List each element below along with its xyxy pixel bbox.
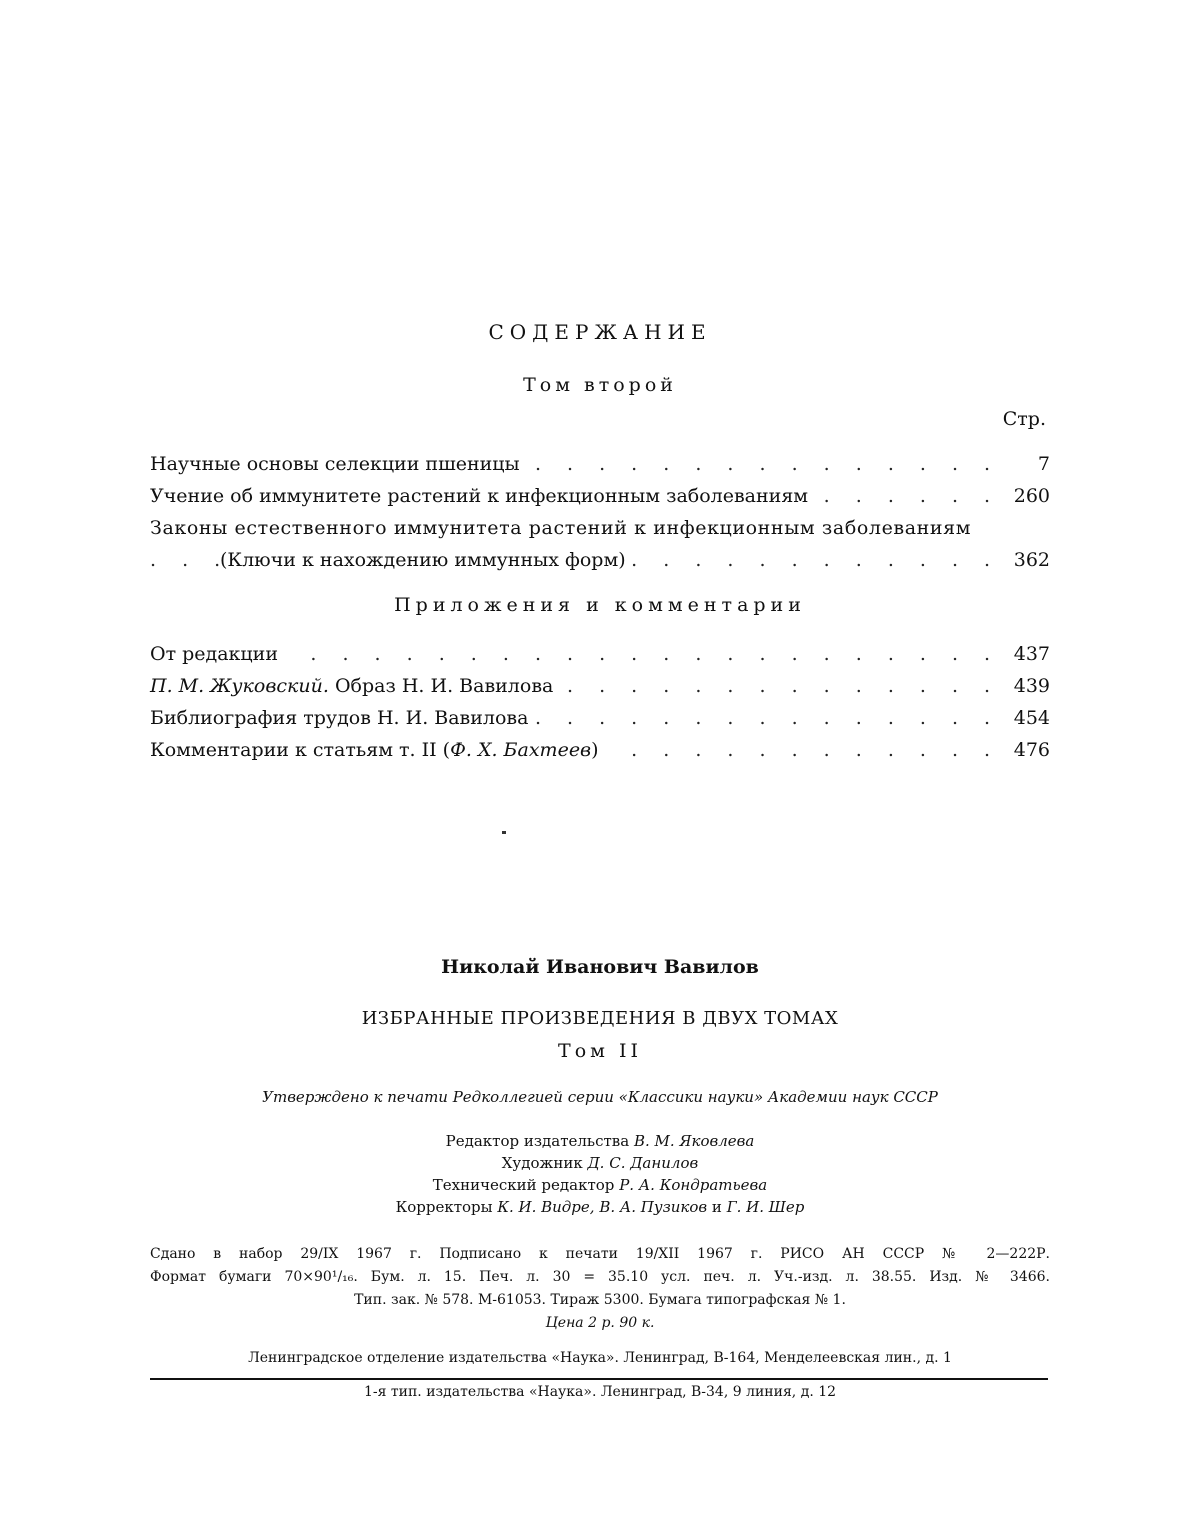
credit-name: В. М. Яковлева <box>634 1132 754 1150</box>
appendix-heading: Приложения и комментарии <box>0 594 1200 616</box>
publisher-line: Ленинградское отделение издательства «Наука». Ленинград, В-164, Менделеевская лин., д. 1 <box>150 1350 1050 1366</box>
price: Цена 2 р. 90 к. <box>150 1312 1050 1335</box>
page-column-label: Стр. <box>1000 408 1046 430</box>
toc-entry-title: От редакции <box>150 638 284 670</box>
credit-name: К. И. Видре, В. А. Пузиков <box>497 1198 707 1216</box>
book-title: ИЗБРАННЫЕ ПРОИЗВЕДЕНИЯ В ДВУХ ТОМАХ <box>0 1008 1200 1029</box>
toc-appendix-list <box>150 638 1050 766</box>
imprint-line: Формат бумаги 70×90¹/₁₆. Бум. л. 15. Печ. л. 30 = 35.10 усл. печ. л. Уч.-изд. л. 38.55. Изд. № 3466. <box>150 1266 1050 1289</box>
dot-leader: . . . . . . . . . . . . . . . . . . . . . . <box>150 638 990 670</box>
credit-name: Г. И. Шер <box>727 1198 805 1216</box>
contents-heading: СОДЕРЖАНИЕ <box>0 320 1200 344</box>
toc-entry-title: Библиография трудов Н. И. Вавилова <box>150 702 534 734</box>
toc-entry-title: Законы естественного иммунитета растений к инфекционным заболеваниям <box>150 512 977 544</box>
imprint-block <box>150 1243 1050 1335</box>
imprint-line: Сдано в набор 29/IX 1967 г. Подписано к печати 19/XII 1967 г. РИСО АН СССР № 2—222Р. <box>150 1243 1050 1266</box>
approval-note: Утверждено к печати Редколлегией серии «Классики науки» Академии наук СССР <box>0 1088 1200 1106</box>
credit-conj: и <box>712 1198 722 1216</box>
toc-entry-title: Образ Н. И. Вавилова <box>335 675 553 697</box>
toc-main-list <box>150 448 1050 576</box>
toc-entry[interactable] <box>150 734 1050 766</box>
toc-entry-title: Комментарии к статьям т. II ( <box>150 739 450 761</box>
dot-leader: . . . . . . . . . . . . . . <box>150 448 990 480</box>
dot-leader: . . . . . . . . . . . . . <box>150 670 990 702</box>
document-page <box>0 0 1200 1530</box>
credit-line <box>0 1152 1200 1174</box>
toc-entry-page: 362 <box>990 544 1050 576</box>
toc-entry-page: 437 <box>990 638 1050 670</box>
toc-entry[interactable] <box>150 670 1050 702</box>
credit-line <box>0 1130 1200 1152</box>
toc-entry[interactable] <box>150 480 1050 512</box>
volume-subheading: Том второй <box>0 374 1200 396</box>
toc-entry-page: 260 <box>990 480 1050 512</box>
toc-entry-title-cont: (Ключи к нахождению иммунных форм) <box>220 544 632 576</box>
toc-entry-title-group <box>150 734 605 766</box>
toc-entry-page: 454 <box>990 702 1050 734</box>
toc-entry-title: Научные основы селекции пшеницы <box>150 448 526 480</box>
credit-name: Д. С. Данилов <box>587 1154 698 1172</box>
toc-entry-title-group <box>150 670 559 702</box>
credit-role: Редактор издательства <box>446 1132 630 1150</box>
book-volume: Том II <box>0 1040 1200 1062</box>
toc-entry-title: Учение об иммунитете растений к инфекционным заболеваниям <box>150 480 814 512</box>
credit-line <box>0 1196 1200 1218</box>
toc-entry-author: П. М. Жуковский. <box>150 675 329 697</box>
toc-entry-author: Ф. Х. Бахтеев <box>450 739 591 761</box>
toc-entry-title-end: ) <box>591 739 598 761</box>
credit-name: Р. А. Кондратьева <box>619 1176 767 1194</box>
toc-entry-line1[interactable] <box>150 512 1050 544</box>
credit-line <box>0 1174 1200 1196</box>
credits-block <box>0 1130 1200 1218</box>
dot-leader: . . . . . . . . . . . . . . <box>150 702 990 734</box>
print-speck <box>502 831 506 834</box>
toc-entry[interactable] <box>150 638 1050 670</box>
toc-entry-page: 7 <box>990 448 1050 480</box>
printer-line: 1-я тип. издательства «Наука». Ленинград, В-34, 9 линия, д. 12 <box>150 1384 1050 1400</box>
credit-role: Художник <box>502 1154 583 1172</box>
toc-entry[interactable] <box>150 448 1050 480</box>
toc-entry-line2[interactable] <box>150 544 1050 576</box>
imprint-line: Тип. зак. № 578. М-61053. Тираж 5300. Бумага типографская № 1. <box>150 1289 1050 1312</box>
toc-entry-page: 476 <box>990 734 1050 766</box>
toc-entry[interactable] <box>150 702 1050 734</box>
toc-entry-page: 439 <box>990 670 1050 702</box>
credit-role: Корректоры <box>396 1198 493 1216</box>
credit-role: Технический редактор <box>433 1176 615 1194</box>
divider-rule <box>150 1378 1048 1380</box>
book-author: Николай Иванович Вавилов <box>0 956 1200 978</box>
